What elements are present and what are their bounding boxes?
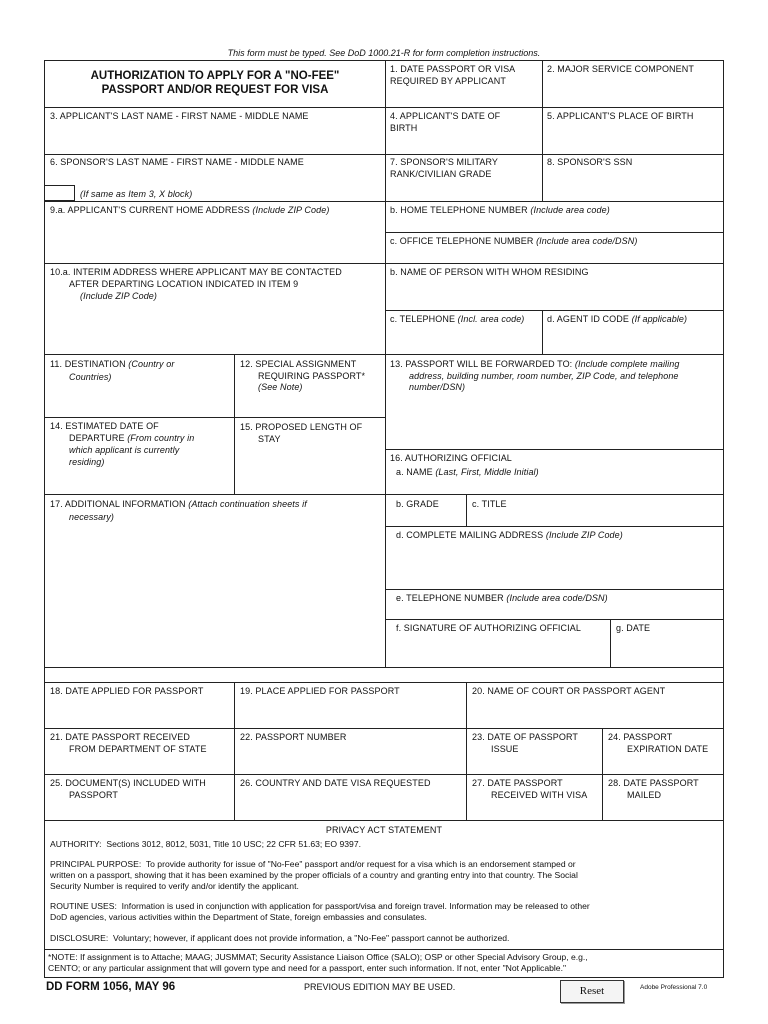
form-instruction-note: This form must be typed. See DoD 1000.21-R for form completion instructions. [227, 48, 541, 58]
field-10a-note: (Include ZIP Code) [80, 291, 157, 301]
field-11-note: Countries) [69, 372, 112, 382]
field-12-label-2: REQUIRING PASSPORT* [258, 371, 366, 381]
field-16b-label: b. GRADE [396, 499, 439, 509]
field-25-label-2: PASSPORT [69, 790, 118, 800]
field-16f-label: f. SIGNATURE OF AUTHORIZING OFFICIAL [396, 623, 581, 633]
field-10a-label-2: AFTER DEPARTING LOCATION INDICATED IN ITEM 9 [69, 279, 299, 289]
form-title: AUTHORIZATION TO APPLY FOR A "NO-FEE" PASSPORT AND/OR REQUEST FOR VISA [90, 70, 340, 96]
field-16-label: 16. AUTHORIZING OFFICIAL [390, 453, 512, 463]
field-6-note: (If same as Item 3, X block) [80, 189, 193, 199]
field-27-label-1: 27. DATE PASSPORT [472, 778, 563, 788]
field-16d-label: d. COMPLETE MAILING ADDRESS (Include ZIP Code) [396, 530, 623, 540]
form-number: DD FORM 1056, MAY 96 [46, 981, 176, 993]
field-14-label-2: DEPARTURE (From country in [69, 433, 195, 443]
field-10b-label: b. NAME OF PERSON WITH WHOM RESIDING [390, 267, 589, 277]
privacy-routine-uses: ROUTINE USES: Information is used in conjunction with application for passport/visa and foreign travel. Information may be released to other DoD agencies, various activities within the Department of State, foreign embassies and consulates. [50, 901, 590, 922]
field-16e-label: e. TELEPHONE NUMBER (Include area code/DSN) [396, 593, 608, 603]
field-25-label-1: 25. DOCUMENT(S) INCLUDED WITH [50, 778, 206, 788]
field-18-label: 18. DATE APPLIED FOR PASSPORT [50, 686, 204, 696]
field-20-label: 20. NAME OF COURT OR PASSPORT AGENT [472, 686, 666, 696]
field-5-label: 5. APPLICANT'S PLACE OF BIRTH [547, 111, 694, 121]
field-8-label: 8. SPONSOR'S SSN [547, 157, 633, 167]
field-19-label: 19. PLACE APPLIED FOR PASSPORT [240, 686, 400, 696]
field-24-label-2: EXPIRATION DATE [627, 744, 709, 754]
field-3-label: 3. APPLICANT'S LAST NAME - FIRST NAME - MIDDLE NAME [50, 111, 309, 121]
privacy-authority: AUTHORITY: Sections 3012, 8012, 5031, Title 10 USC; 22 CFR 51.63; EO 9397. [50, 839, 361, 849]
special-assignment-note: *NOTE: If assignment is to Attache; MAAG; JUSMMAT; Security Assistance Liaison Office (SALO); OSP or other Special Advisory Group, e.g., CENTO; or any particular assignment that will govern type and need for a passport, enter such information. If not, enter "Not Applicable." [48, 952, 588, 973]
field-13-label: 13. PASSPORT WILL BE FORWARDED TO: (Include complete mailing [390, 359, 680, 369]
previous-edition-note: PREVIOUS EDITION MAY BE USED. [304, 982, 456, 992]
field-15-label-1: 15. PROPOSED LENGTH OF [240, 422, 363, 432]
field-16g-label: g. DATE [616, 623, 651, 633]
field-1-label: 1. DATE PASSPORT OR VISA REQUIRED BY APPLICANT [390, 64, 515, 86]
field-2-label: 2. MAJOR SERVICE COMPONENT [547, 64, 694, 74]
field-17-note: necessary) [69, 512, 115, 522]
field-12-label-1: 12. SPECIAL ASSIGNMENT [240, 359, 357, 369]
field-6-label: 6. SPONSOR'S LAST NAME - FIRST NAME - MIDDLE NAME [50, 157, 304, 167]
same-as-item3-checkbox[interactable] [44, 185, 75, 201]
field-16a-label: a. NAME (Last, First, Middle Initial) [396, 467, 539, 477]
field-15-label-2: STAY [258, 434, 281, 444]
field-9a-label: 9.a. APPLICANT'S CURRENT HOME ADDRESS (Include ZIP Code) [50, 205, 330, 215]
field-26-label: 26. COUNTRY AND DATE VISA REQUESTED [240, 778, 431, 788]
privacy-disclosure: DISCLOSURE: Voluntary; however, if applicant does not provide information, a "No-Fee" passport cannot be authorized. [50, 933, 510, 943]
field-21-label-2: FROM DEPARTMENT OF STATE [69, 744, 207, 754]
field-14-label-1: 14. ESTIMATED DATE OF [50, 421, 159, 431]
field-17-label: 17. ADDITIONAL INFORMATION (Attach continuation sheets if [50, 499, 307, 509]
field-10a-label-1: 10.a. INTERIM ADDRESS WHERE APPLICANT MAY BE CONTACTED [50, 267, 342, 277]
privacy-heading: PRIVACY ACT STATEMENT [325, 825, 443, 835]
field-9b-label: b. HOME TELEPHONE NUMBER (Include area code) [390, 205, 610, 215]
field-12-note: (See Note) [258, 382, 303, 392]
field-10d-label: d. AGENT ID CODE (If applicable) [547, 314, 688, 324]
field-23-label-1: 23. DATE OF PASSPORT [472, 732, 579, 742]
field-4-label: 4. APPLICANT'S DATE OF BIRTH [390, 111, 501, 133]
field-14-note-2: which applicant is currently [69, 445, 180, 455]
field-13-note-3: number/DSN) [409, 382, 466, 392]
field-28-label-1: 28. DATE PASSPORT [608, 778, 699, 788]
field-22-label: 22. PASSPORT NUMBER [240, 732, 347, 742]
field-13-note-2: address, building number, room number, ZIP Code, and telephone [409, 371, 679, 381]
field-21-label-1: 21. DATE PASSPORT RECEIVED [50, 732, 190, 742]
field-14-note-3: residing) [69, 457, 105, 467]
field-28-label-2: MAILED [627, 790, 662, 800]
field-23-label-2: ISSUE [491, 744, 519, 754]
field-10c-label: c. TELEPHONE (Incl. area code) [390, 314, 525, 324]
reset-button[interactable]: Reset [560, 980, 624, 1003]
field-27-label-2: RECEIVED WITH VISA [491, 790, 588, 800]
field-7-label: 7. SPONSOR'S MILITARY RANK/CIVILIAN GRADE [390, 157, 498, 179]
privacy-purpose: PRINCIPAL PURPOSE: To provide authority for issue of "No-Fee" passport and/or request for a visa which is an endorsement stamped or written on a passport, showing that it has been examined by the proper officials of a country and granting entry into that country. The Social Security Number is required to verify and/or identify the applicant. [50, 859, 578, 891]
field-24-label-1: 24. PASSPORT [608, 732, 673, 742]
field-9c-label: c. OFFICE TELEPHONE NUMBER (Include area code/DSN) [390, 236, 638, 246]
adobe-version-label: Adobe Professional 7.0 [640, 984, 708, 991]
field-11-label: 11. DESTINATION (Country or [50, 359, 175, 369]
field-16c-label: c. TITLE [472, 499, 507, 509]
